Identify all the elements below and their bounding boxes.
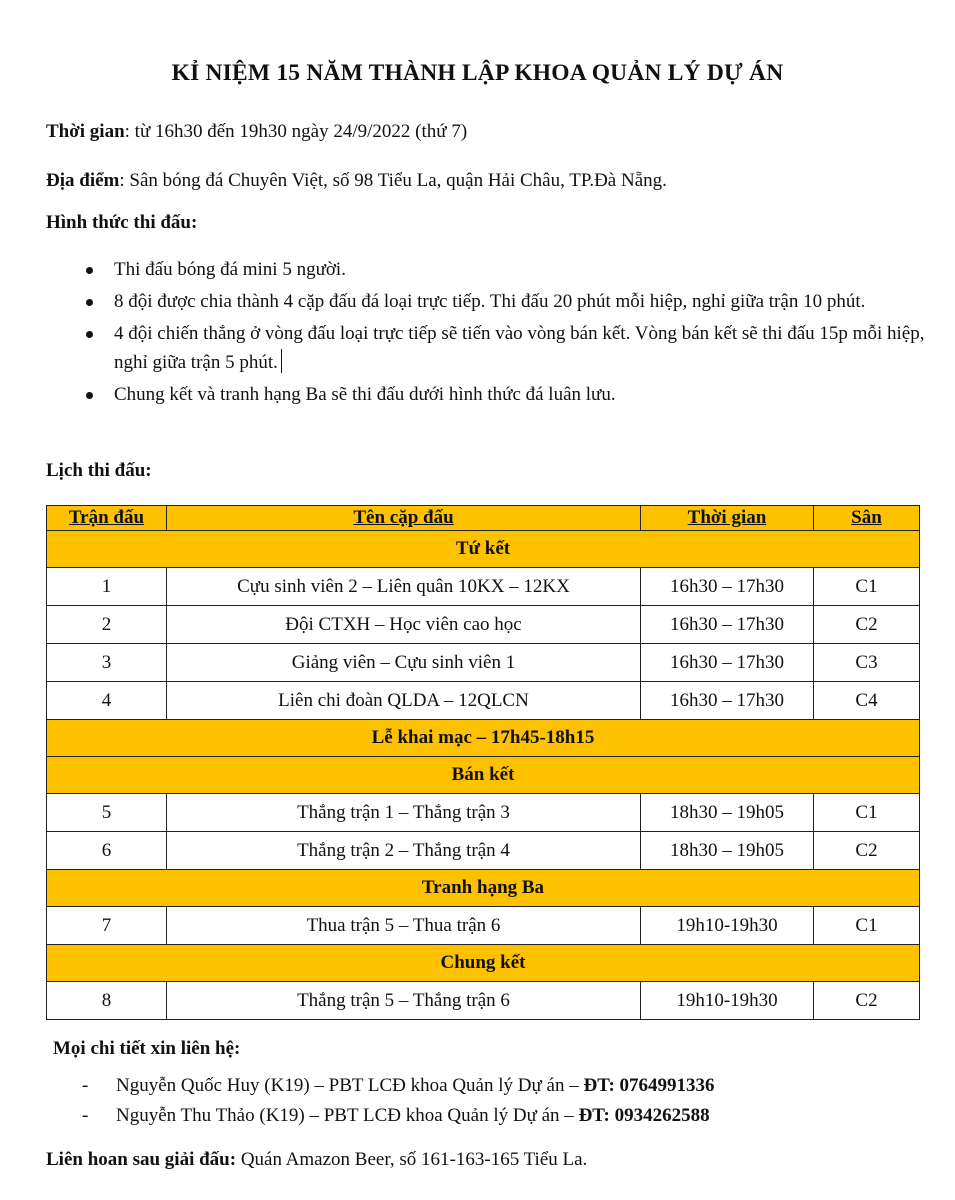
contact-phone: ĐT: 0764991336 bbox=[583, 1075, 715, 1096]
cell-field: C2 bbox=[814, 606, 920, 644]
table-row bbox=[47, 644, 920, 682]
section-row-opening bbox=[47, 720, 920, 757]
party-line bbox=[46, 1149, 587, 1171]
cell-teams: Thắng trận 5 – Thắng trận 6 bbox=[167, 982, 641, 1020]
format-item-text: 4 đội chiến thắng ở vòng đấu loại trực tiếp sẽ tiến vào vòng bán kết. Vòng bán kết sẽ thi đấu 15p mỗi hiệp, nghỉ giữa trận 5 phút. bbox=[114, 323, 925, 373]
cell-field: C4 bbox=[814, 682, 920, 720]
cell-time: 18h30 – 19h05 bbox=[641, 832, 814, 870]
contact-item bbox=[82, 1071, 715, 1101]
section-label: Bán kết bbox=[47, 757, 920, 794]
section-row-third-place bbox=[47, 870, 920, 907]
contact-list bbox=[82, 1071, 715, 1131]
cell-time: 16h30 – 17h30 bbox=[641, 606, 814, 644]
contact-heading: Mọi chi tiết xin liên hệ: bbox=[53, 1038, 241, 1059]
column-header-field: Sân bbox=[814, 506, 920, 531]
cell-teams: Liên chi đoàn QLDA – 12QLCN bbox=[167, 682, 641, 720]
time-value: : từ 16h30 đến 19h30 ngày 24/9/2022 (thứ 7) bbox=[124, 121, 468, 142]
cell-time: 19h10-19h30 bbox=[641, 907, 814, 945]
section-label: Chung kết bbox=[47, 945, 920, 982]
cell-match-no: 8 bbox=[47, 982, 167, 1020]
cell-field: C1 bbox=[814, 907, 920, 945]
cell-field: C2 bbox=[814, 832, 920, 870]
section-row-final bbox=[47, 945, 920, 982]
cell-time: 16h30 – 17h30 bbox=[641, 682, 814, 720]
cell-teams: Thua trận 5 – Thua trận 6 bbox=[167, 907, 641, 945]
text-cursor bbox=[281, 349, 283, 373]
section-row-semifinal bbox=[47, 757, 920, 794]
column-header-teams: Tên cặp đấu bbox=[167, 506, 641, 531]
cell-match-no: 2 bbox=[47, 606, 167, 644]
format-item bbox=[46, 319, 926, 377]
contact-phone: ĐT: 0934262588 bbox=[578, 1105, 710, 1126]
section-label: Tứ kết bbox=[47, 531, 920, 568]
location-value: : Sân bóng đá Chuyên Việt, số 98 Tiểu La, quận Hải Châu, TP.Đà Nẵng. bbox=[119, 170, 667, 191]
cell-match-no: 5 bbox=[47, 794, 167, 832]
location-label: Địa điểm bbox=[46, 170, 120, 191]
schedule-table bbox=[46, 505, 920, 1020]
contact-item bbox=[82, 1101, 715, 1131]
cell-teams: Cựu sinh viên 2 – Liên quân 10KX – 12KX bbox=[167, 568, 641, 606]
document-title: KỈ NIỆM 15 NĂM THÀNH LẬP KHOA QUẢN LÝ DỰ ÁN bbox=[171, 60, 784, 86]
table-row bbox=[47, 606, 920, 644]
cell-match-no: 6 bbox=[47, 832, 167, 870]
format-item: Thi đấu bóng đá mini 5 người. bbox=[46, 255, 926, 284]
cell-match-no: 4 bbox=[47, 682, 167, 720]
cell-time: 19h10-19h30 bbox=[641, 982, 814, 1020]
cell-teams: Đội CTXH – Học viên cao học bbox=[167, 606, 641, 644]
schedule-heading: Lịch thi đấu: bbox=[46, 460, 152, 481]
table-row bbox=[47, 568, 920, 606]
cell-time: 18h30 – 19h05 bbox=[641, 794, 814, 832]
column-header-time: Thời gian bbox=[641, 506, 814, 531]
section-label: Lễ khai mạc – 17h45-18h15 bbox=[47, 720, 920, 757]
format-item: 8 đội được chia thành 4 cặp đấu đá loại trực tiếp. Thi đấu 20 phút mỗi hiệp, nghỉ giữa trận 10 phút. bbox=[46, 287, 926, 316]
cell-field: C1 bbox=[814, 568, 920, 606]
cell-match-no: 1 bbox=[47, 568, 167, 606]
table-row bbox=[47, 794, 920, 832]
table-row bbox=[47, 907, 920, 945]
cell-match-no: 3 bbox=[47, 644, 167, 682]
format-list bbox=[46, 255, 926, 412]
cell-match-no: 7 bbox=[47, 907, 167, 945]
party-value: Quán Amazon Beer, số 161-163-165 Tiểu La. bbox=[236, 1149, 588, 1170]
cell-teams: Giảng viên – Cựu sinh viên 1 bbox=[167, 644, 641, 682]
column-header-match-no: Trận đấu bbox=[47, 506, 167, 531]
cell-time: 16h30 – 17h30 bbox=[641, 644, 814, 682]
party-label: Liên hoan sau giải đấu: bbox=[46, 1149, 237, 1170]
time-label: Thời gian bbox=[46, 121, 125, 142]
format-heading: Hình thức thi đấu: bbox=[46, 212, 198, 233]
cell-teams: Thắng trận 2 – Thắng trận 4 bbox=[167, 832, 641, 870]
location-line bbox=[46, 170, 667, 192]
cell-teams: Thắng trận 1 – Thắng trận 3 bbox=[167, 794, 641, 832]
format-item: Chung kết và tranh hạng Ba sẽ thi đấu dưới hình thức đá luân lưu. bbox=[46, 380, 926, 409]
time-line bbox=[46, 121, 467, 143]
table-header-row bbox=[47, 506, 920, 531]
cell-field: C2 bbox=[814, 982, 920, 1020]
table-row bbox=[47, 982, 920, 1020]
table-row bbox=[47, 832, 920, 870]
section-label: Tranh hạng Ba bbox=[47, 870, 920, 907]
contact-name: Nguyễn Thu Thảo (K19) – PBT LCĐ khoa Quản lý Dự án – bbox=[116, 1105, 579, 1126]
cell-time: 16h30 – 17h30 bbox=[641, 568, 814, 606]
cell-field: C1 bbox=[814, 794, 920, 832]
cell-field: C3 bbox=[814, 644, 920, 682]
section-row-quarterfinal bbox=[47, 531, 920, 568]
table-row bbox=[47, 682, 920, 720]
contact-name: Nguyễn Quốc Huy (K19) – PBT LCĐ khoa Quản lý Dự án – bbox=[116, 1075, 584, 1096]
